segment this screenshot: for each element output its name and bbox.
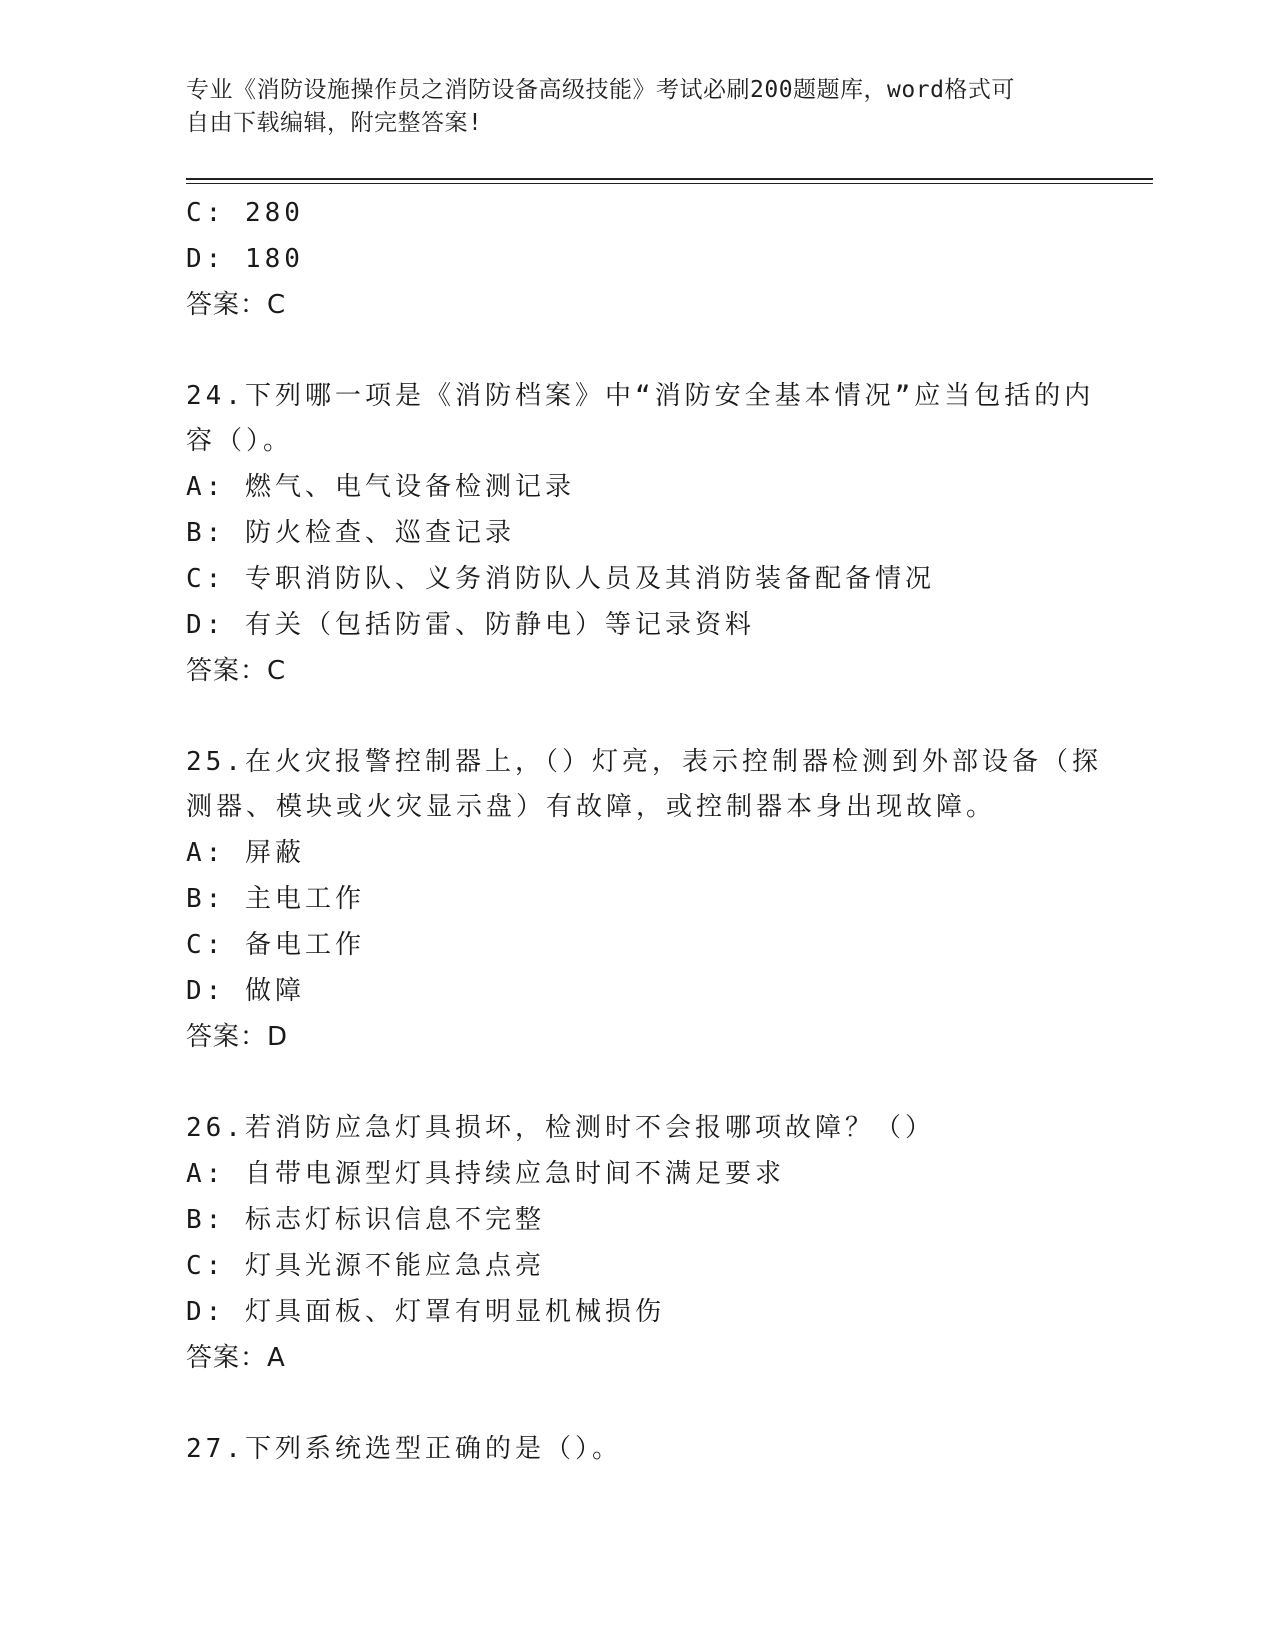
option-d: D: 有关（包括防雷、防静电）等记录资料 (186, 610, 755, 640)
answer-line: 答案：C (186, 290, 287, 320)
question-27 (186, 1427, 1086, 1472)
question-stem: 27.下列系统选型正确的是（）。 (186, 1434, 622, 1464)
question-stem: 24.下列哪一项是《消防档案》中“消防安全基本情况”应当包括的内 (186, 381, 1095, 411)
question-stem: 25.在火灾报警控制器上，（）灯亮，表示控制器检测到外部设备（探 (186, 747, 1102, 777)
option-b: B: 主电工作 (186, 884, 365, 914)
option-b: B: 标志灯标识信息不完整 (186, 1205, 545, 1235)
option-c: C: 专职消防队、义务消防队人员及其消防装备配备情况 (186, 564, 935, 594)
question-stem-continued: 测器、模块或火灾显示盘）有故障，或控制器本身出现故障。 (186, 792, 997, 822)
option-c: C: 280 (186, 198, 304, 228)
question-25 (186, 740, 1102, 1060)
question-23-tail (186, 190, 1086, 328)
option-a: A: 屏蔽 (186, 838, 305, 868)
answer-line: 答案：D (186, 1022, 289, 1052)
question-26 (186, 1106, 1086, 1381)
question-list (186, 190, 1102, 1472)
question-stem-continued: 容（）。 (186, 426, 294, 456)
header-divider-thin (186, 183, 1153, 184)
question-stem: 26.若消防应急灯具损坏，检测时不会报哪项故障？（） (186, 1113, 935, 1143)
answer-line: 答案：A (186, 1343, 286, 1373)
option-d: D: 灯具面板、灯罩有明显机械损伤 (186, 1297, 665, 1327)
spacer (186, 694, 1086, 740)
spacer (186, 1060, 1086, 1106)
header-divider-thick (186, 178, 1153, 180)
header-title-line-2: 自由下载编辑，附完整答案! (186, 110, 483, 136)
option-a: A: 自带电源型灯具持续应急时间不满足要求 (186, 1159, 785, 1189)
option-c: C: 备电工作 (186, 930, 365, 960)
question-24 (186, 374, 1095, 694)
spacer (186, 328, 1086, 374)
option-d: D: 180 (186, 244, 304, 274)
option-a: A: 燃气、电气设备检测记录 (186, 472, 575, 502)
option-b: B: 防火检查、巡查记录 (186, 518, 515, 548)
option-d: D: 做障 (186, 976, 305, 1006)
header-title-line-1: 专业《消防设施操作员之消防设备高级技能》考试必刷200题题库，word格式可 (186, 77, 1015, 103)
document-header (186, 74, 1066, 140)
spacer (186, 1381, 1086, 1427)
option-c: C: 灯具光源不能应急点亮 (186, 1251, 545, 1281)
answer-line: 答案：C (186, 656, 287, 686)
